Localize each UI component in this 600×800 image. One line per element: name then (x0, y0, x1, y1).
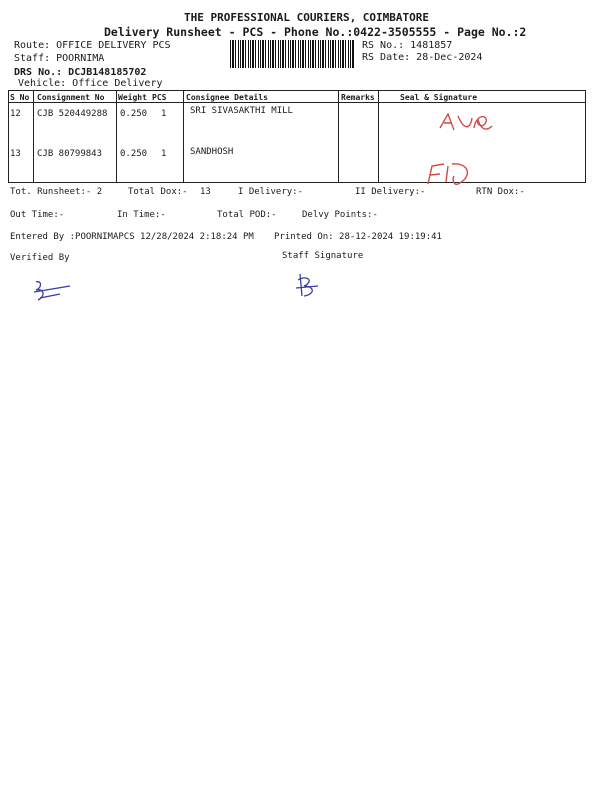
entered-by: Entered By :POORNIMAPCS 12/28/2024 2:18:24 PM (10, 232, 254, 242)
table-row-weight: 0.250 (120, 109, 148, 119)
rtn-dox: RTN Dox:- (476, 187, 525, 197)
table-row-consignee: SRI SIVASAKTHI MILL (190, 106, 293, 116)
drs-number: DRS No.: DCJB148185702 (14, 67, 147, 78)
delvy-points: Delvy Points:- (302, 210, 378, 220)
total-pod: Total POD:- (217, 210, 277, 220)
route-text: Route: OFFICE DELIVERY PCS (14, 40, 171, 51)
tot-runsheet: Tot. Runsheet:- 2 (10, 187, 103, 197)
runsheet-heading: Delivery Runsheet - PCS - Phone No.:0422-3505555 - Page No.:2 (104, 25, 527, 39)
table-row-sno: 12 (10, 109, 21, 119)
verified-by-label: Verified By (10, 253, 70, 263)
col-weight: Weight (118, 93, 147, 102)
printed-on: Printed On: 28-12-2024 19:19:41 (274, 232, 442, 242)
table-row-consignee: SANDHOSH (190, 147, 234, 157)
staff-text: Staff: POORNIMA (14, 53, 105, 64)
row-signature-stamp (424, 158, 480, 192)
company-title: THE PROFESSIONAL COURIERS, COIMBATORE (184, 11, 430, 24)
row-signature-stamp (436, 108, 496, 136)
rs-number: RS No.: 1481857 (362, 40, 453, 51)
col-pcs: PCS (152, 93, 167, 102)
i-delivery: I Delivery:- (238, 187, 304, 197)
table-row-sno: 13 (10, 149, 21, 159)
table-row-pcs: 1 (161, 149, 167, 159)
total-dox-label: Total Dox:- (128, 187, 188, 197)
total-dox-value: 13 (200, 187, 211, 197)
table-row-weight: 0.250 (120, 149, 148, 159)
ii-delivery: II Delivery:- (355, 187, 426, 197)
runsheet-table (8, 90, 586, 182)
barcode (230, 40, 354, 68)
col-consignment: Consignment No (37, 93, 105, 102)
verifier-signature (30, 278, 76, 304)
table-row-pcs: 1 (161, 109, 167, 119)
col-seal: Seal & Signature (400, 93, 478, 102)
rs-date: RS Date: 28-Dec-2024 (362, 52, 483, 63)
table-row-consignment: CJB 520449288 (37, 109, 108, 119)
staff-signature-label: Staff Signature (282, 251, 364, 261)
table-row-consignment: CJB 80799843 (37, 149, 103, 159)
in-time: In Time:- (117, 210, 166, 220)
col-consignee: Consignee Details (186, 93, 268, 102)
vehicle-text: Vehicle: Office Delivery (18, 78, 163, 89)
col-sno: S No (10, 93, 30, 102)
out-time: Out Time:- (10, 210, 65, 220)
col-remarks: Remarks (341, 93, 375, 102)
staff-signature (292, 270, 326, 300)
